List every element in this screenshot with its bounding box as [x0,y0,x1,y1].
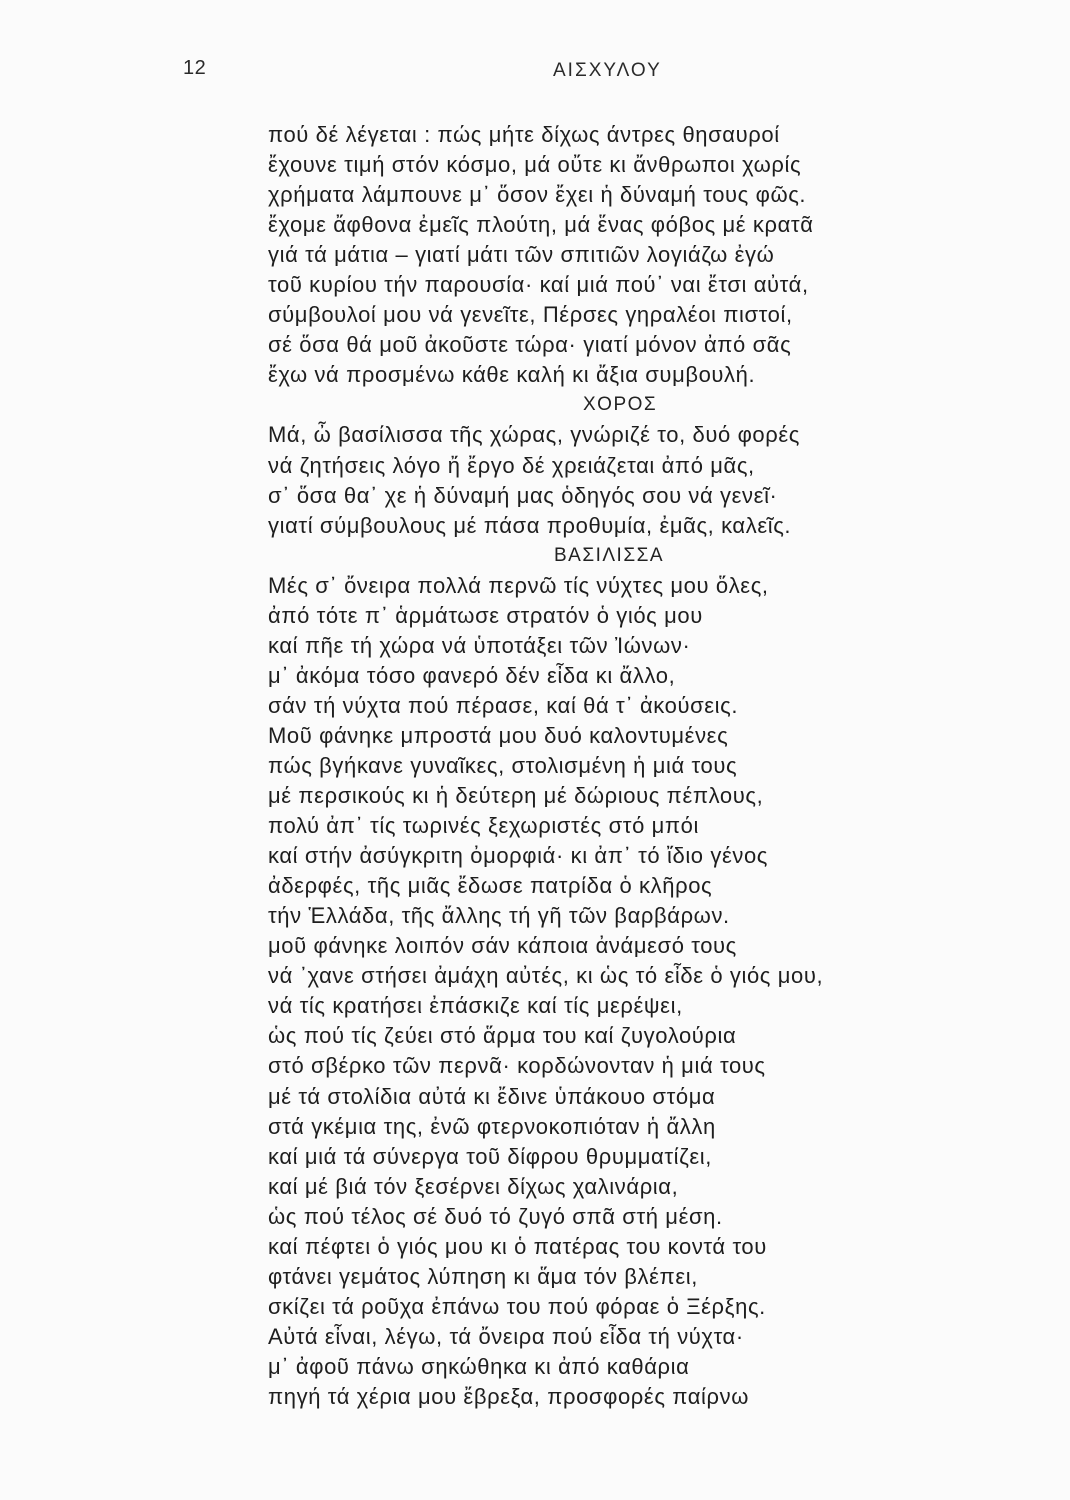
speaker-heading-chorus: ΧΟΡΟΣ [583,394,658,416]
verse-line: καί μιά τά σύνεργα τοῦ δίφρου θρυμματίζει, [268,1143,713,1169]
verse-line: ἔχομε ἄφθονα ἐμεῖς πλούτη, μά ἕνας φόβος μέ κρατᾶ [268,212,814,238]
verse-line: σ᾽ ὅσα θα᾽ χε ἡ δύναμή μας ὁδηγός σου νά γενεῖ· [268,482,778,508]
verse-line: τήν Ἑλλάδα, τῆς ἄλλης τή γῆ τῶν βαρβάρων. [268,903,730,929]
verse-line: χρήματα λάμπουνε μ᾽ ὅσον ἔχει ἡ δύναμή τους φῶς. [268,182,807,208]
verse-line: τοῦ κυρίου τήν παρουσία· καί μιά πού᾽ ναι ἔτσι αὐτά, [268,272,809,298]
verse-line: μοῦ φάνηκε λοιπόν σάν κάποια ἀνάμεσό τους [268,933,737,959]
verse-line: πώς βγήκανε γυναῖκες, στολισμένη ἡ μιά τους [268,752,738,778]
verse-line: ἀδερφές, τῆς μιᾶς ἔδωσε πατρίδα ὁ κλῆρος [268,873,713,899]
verse-line: μέ τά στολίδια αὐτά κι ἔδινε ὑπάκουο στόμα [268,1083,716,1109]
verse-line: σέ ὅσα θά μοῦ ἀκοῦστε τώρα· γιατί μόνον ἀπό σᾶς [268,332,792,358]
verse-line: ἀπό τότε π᾽ ἁρμάτωσε στρατόν ὁ γιός μου [268,602,703,628]
verse-line: καί μέ βιά τόν ξεσέρνει δίχως χαλινάρια, [268,1173,679,1199]
verse-line: μέ περσικούς κι ἡ δεύτερη μέ δώριους πέπλους, [268,783,764,809]
verse-line: Αὐτά εἶναι, λέγω, τά ὄνειρα πού εἶδα τή νύχτα· [268,1323,744,1349]
verse-line: στά γκέμια της, ἐνῶ φτερνοκοπιόταν ἡ ἄλλη [268,1113,716,1139]
verse-line: καί στήν ἀσύγκριτη ὀμορφιά· κι ἀπ᾽ τό ἴδιο γένος [268,843,768,869]
verse-line: καί πέφτει ὁ γιός μου κι ὁ πατέρας του κοντά του [268,1233,767,1259]
verse-line: σκίζει τά ροῦχα ἐπάνω του πού φόραε ὁ Ξέρξης. [268,1293,766,1319]
verse-line: Μοῦ φάνηκε μπροστά μου δυό καλοντυμένες [268,722,729,748]
verse-line: ὡς πού τέλος σέ δυό τό ζυγό σπᾶ στή μέση. [268,1203,723,1229]
verse-line: στό σβέρκο τῶν περνᾶ· κορδώνονταν ἡ μιά τους [268,1053,766,1079]
verse-line: πολύ ἀπ᾽ τίς τωρινές ξεχωριστές στό μπόι [268,813,699,839]
page-number: 12 [183,57,207,79]
verse-line: καί πῆε τή χώρα νά ὑποτάξει τῶν Ἰώνων· [268,632,691,658]
speaker-heading-queen: ΒΑΣΙΛΙΣΣΑ [554,544,665,566]
verse-line: σύμβουλοί μου νά γενεῖτε, Πέρσες γηραλέοι πιστοί, [268,302,793,328]
verse-line: ἔχουνε τιμή στόν κόσμο, μά οὔτε κι ἄνθρωποι χωρίς [268,152,802,178]
verse-text [268,120,968,1412]
verse-line: σάν τή νύχτα πού πέρασε, καί θά τ᾽ ἀκούσεις. [268,692,739,718]
verse-line: πηγή τά χέρια μου ἔβρεξα, προσφορές παίρνω [268,1383,750,1409]
verse-line: φτάνει γεμάτος λύπηση κι ἅμα τόν βλέπει, [268,1263,698,1289]
verse-line: Μές σ᾽ ὄνειρα πολλά περνῶ τίς νύχτες μου ὅλες, [268,572,769,598]
verse-line: μ᾽ ἀκόμα τόσο φανερό δέν εἶδα κι ἄλλο, [268,662,676,688]
running-title: ΑΙΣΧΥΛΟΥ [553,60,662,81]
verse-line: νά τίς κρατήσει ἐπάσκιζε καί τίς μερέψει, [268,993,683,1019]
verse-line: μ᾽ ἀφοῦ πάνω σηκώθηκα κι ἀπό καθάρια [268,1353,690,1379]
verse-line: γιατί σύμβουλους μέ πάσα προθυμία, ἐμᾶς, καλεῖς. [268,512,792,538]
verse-line: νά ζητήσεις λόγο ἤ ἔργο δέ χρειάζεται ἀπό μᾶς, [268,452,755,478]
verse-line: γιά τά μάτια – γιατί μάτι τῶν σπιτιῶν λογιάζω ἐγώ [268,242,775,268]
verse-line: ἔχω νά προσμένω κάθε καλή κι ἄξια συμβουλή. [268,362,756,388]
verse-line: ὡς πού τίς ζεύει στό ἅρμα του καί ζυγολούρια [268,1023,737,1049]
verse-line: νά ᾽χανε στήσει ἀμάχη αὐτές, κι ὡς τό εἶδε ὁ γιός μου, [268,963,824,989]
verse-line: Μά, ὦ βασίλισσα τῆς χώρας, γνώριζέ το, δυό φορές [268,422,800,448]
verse-line: πού δέ λέγεται : πώς μήτε δίχως άντρες θησαυροί [268,122,780,147]
